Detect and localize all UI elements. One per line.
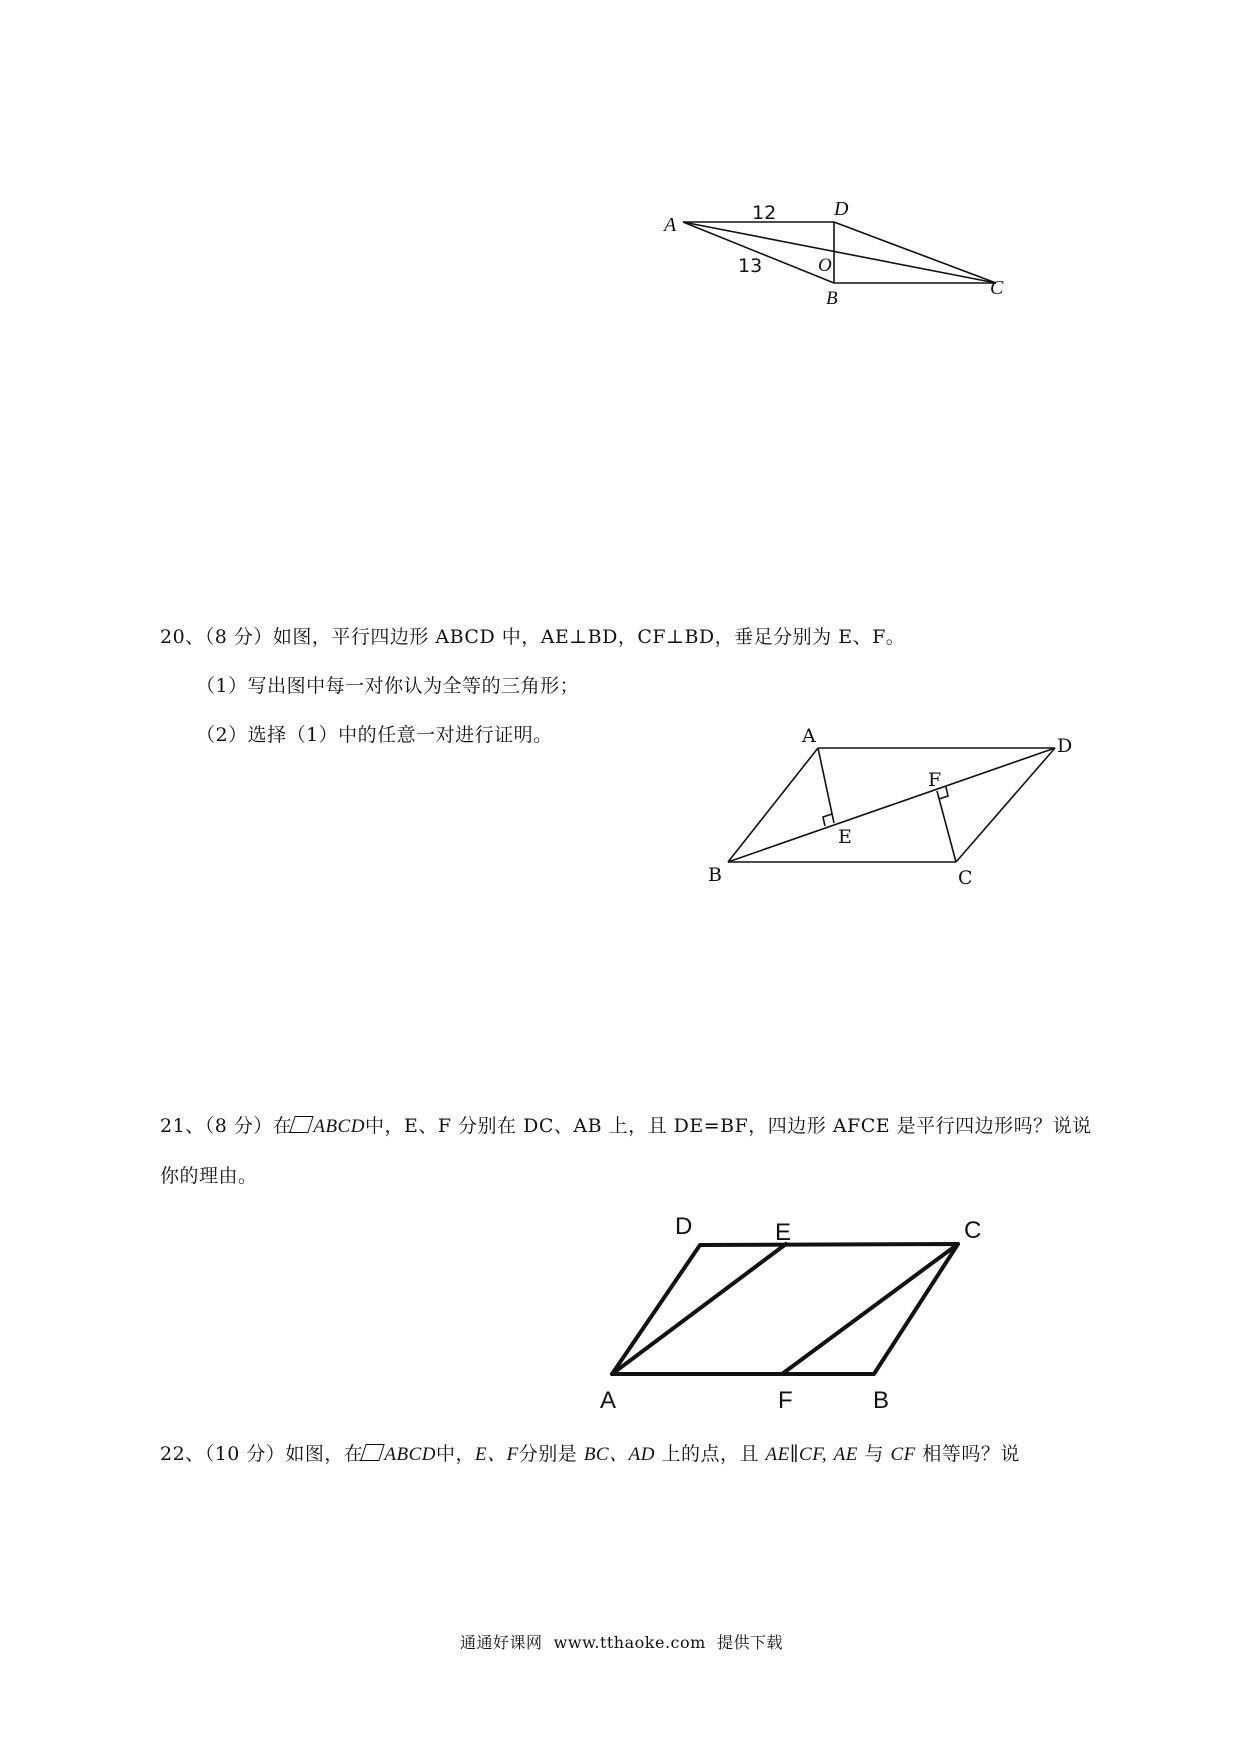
label-e: E xyxy=(838,826,852,848)
length-13: 13 xyxy=(738,255,763,277)
math-ef: E、F xyxy=(475,1444,519,1465)
segment-ae xyxy=(612,1244,786,1374)
parallelogram-abcd xyxy=(612,1244,958,1374)
math-bc-ad: BC、AD xyxy=(583,1444,655,1465)
question-score: （8 分） xyxy=(204,1115,273,1137)
question-text: 相等吗？说 xyxy=(922,1443,1020,1465)
label-f: F xyxy=(928,769,942,791)
parallelogram-name: ABCD xyxy=(313,1116,365,1137)
label-a: A xyxy=(664,214,677,236)
label-d: D xyxy=(834,198,849,220)
parallelogram-name: ABCD xyxy=(384,1444,437,1465)
question-number: 22、 xyxy=(160,1443,205,1465)
question-text: 如图，在 xyxy=(285,1443,364,1465)
label-d: D xyxy=(675,1213,693,1240)
question-text: 上的点，且 xyxy=(661,1443,759,1465)
question-score: （10 分） xyxy=(204,1443,286,1465)
question-20-part-2: （2）选择（1）中的任意一对进行证明。 xyxy=(196,724,553,746)
label-b: B xyxy=(708,864,722,886)
label-c: C xyxy=(958,867,973,889)
question-number: 21、 xyxy=(160,1115,205,1137)
question-score: （8 分） xyxy=(204,626,273,648)
question-text: 与 xyxy=(864,1443,884,1465)
question-20-part-1: （1）写出图中每一对你认为全等的三角形； xyxy=(196,675,580,697)
label-b: B xyxy=(826,288,838,309)
label-a: A xyxy=(802,725,816,747)
label-e: E xyxy=(775,1219,792,1246)
length-12: 12 xyxy=(752,202,777,224)
math-ae: AE xyxy=(833,1444,858,1465)
math-cf: CF xyxy=(890,1444,916,1465)
label-o: O xyxy=(818,255,832,276)
label-f: F xyxy=(778,1387,793,1414)
question-text: 中， xyxy=(436,1443,476,1465)
question-text: 分别是 xyxy=(518,1443,578,1465)
label-b: B xyxy=(873,1387,890,1414)
label-c: C xyxy=(964,1217,982,1244)
label-d: D xyxy=(1057,735,1073,757)
label-a: A xyxy=(600,1387,617,1414)
math-condition: AE∥CF, xyxy=(765,1444,828,1465)
question-stem: 中，E、F 分别在 DC、AB 上，且 DE=BF，四边形 AFCE 是平行四边形吗？说说 xyxy=(364,1115,1092,1137)
page-footer: 通通好课网 www.tthaoke.com 提供下载 xyxy=(460,1633,783,1652)
label-c: C xyxy=(990,277,1004,299)
question-22 xyxy=(160,1439,1020,1466)
segment-fc xyxy=(782,1244,958,1374)
question-number: 20、 xyxy=(160,626,205,648)
question-in: 在 xyxy=(272,1115,293,1137)
question-stem: 如图，平行四边形 ABCD 中，AE⊥BD，CF⊥BD，垂足分别为 E、F。 xyxy=(272,626,906,648)
question-21-line-2: 你的理由。 xyxy=(160,1165,258,1187)
parallelogram-symbol xyxy=(361,1444,386,1461)
